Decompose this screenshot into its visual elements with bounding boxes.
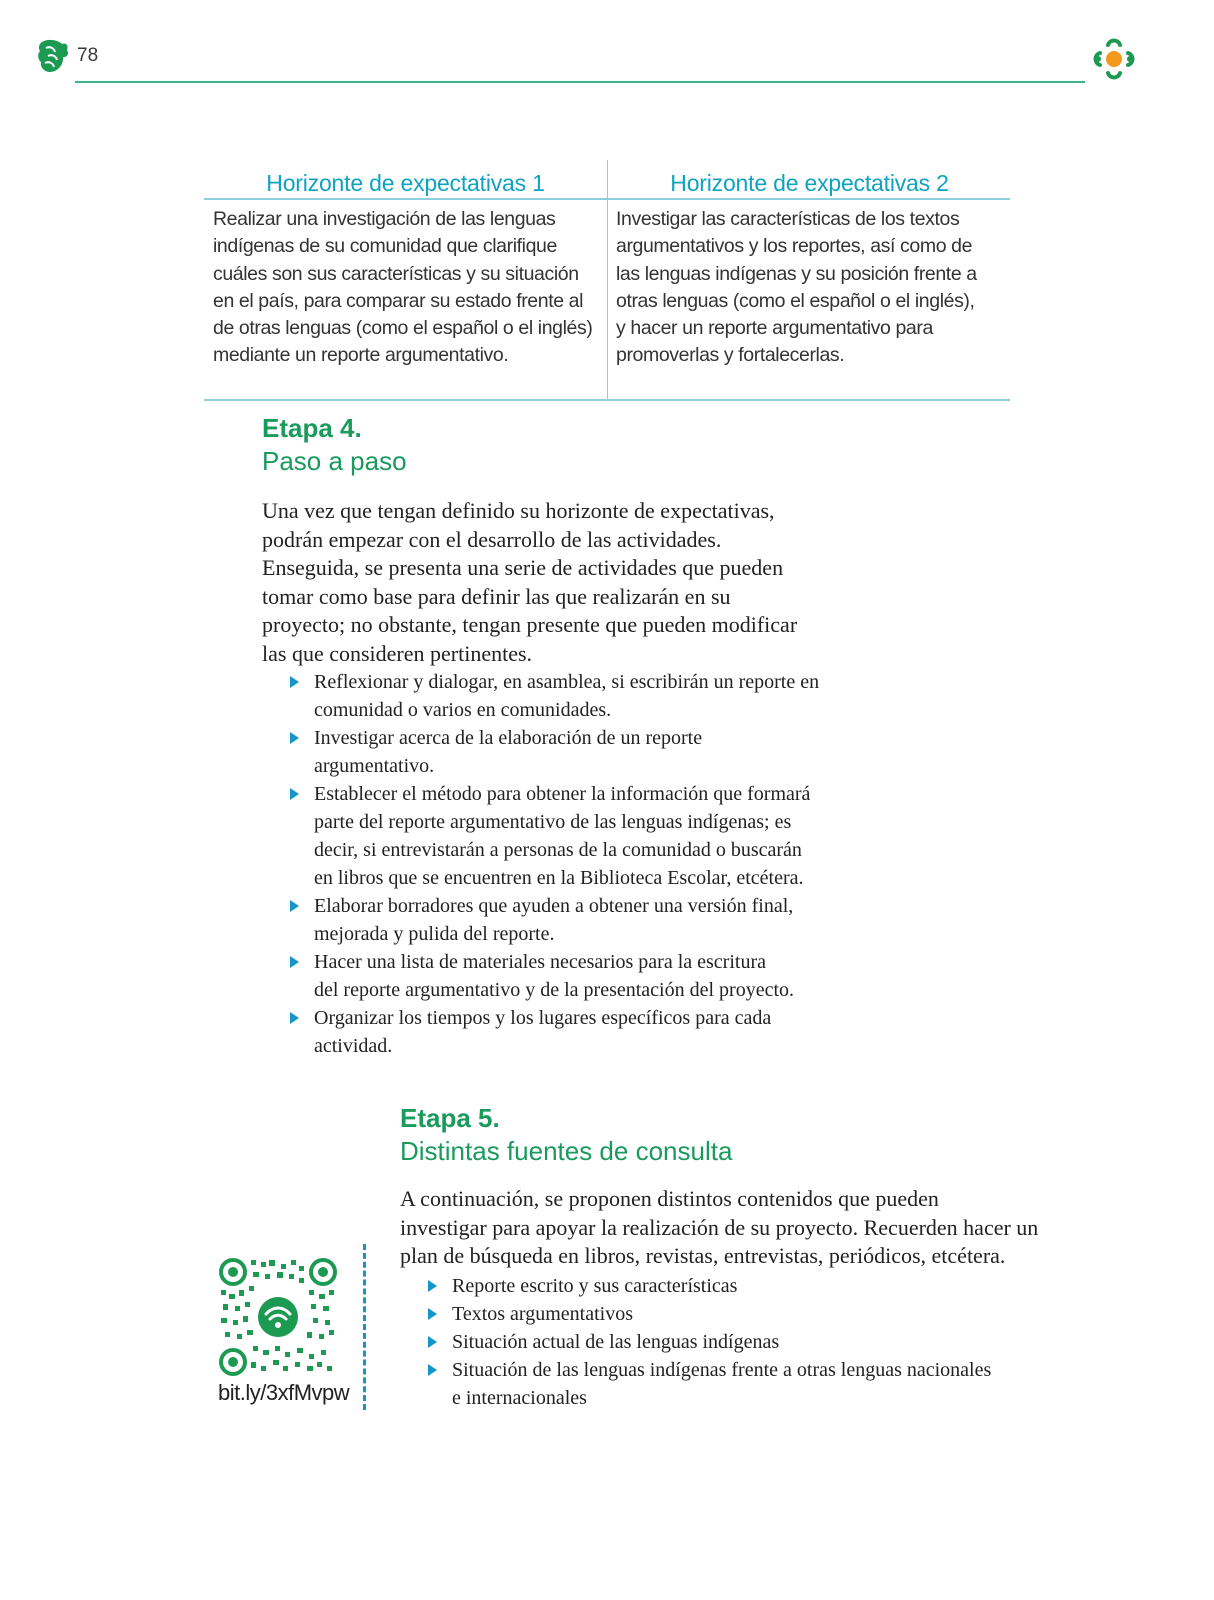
- text-line: en libros que se encuentren en la Biblioteca Escolar, etcétera.: [314, 867, 804, 889]
- text-line: indígenas de su comunidad que clarifique: [213, 235, 557, 258]
- text-line: actividad.: [314, 1035, 393, 1057]
- text-line: en el país, para comparar su estado frente al: [213, 289, 584, 312]
- text-line: Investigar acerca de la elaboración de un reporte: [314, 727, 703, 749]
- text-line: Reporte escrito y sus características: [452, 1275, 738, 1297]
- text-line: argumentativo.: [314, 755, 435, 777]
- text-line: las que consideren pertinentes.: [262, 640, 533, 666]
- text-line: e internacionales: [452, 1387, 587, 1409]
- qr-code-icon[interactable]: [219, 1258, 337, 1376]
- text-line: Elaborar borradores que ayuden a obtener una versión final,: [314, 895, 794, 917]
- triangle-bullet-icon: [290, 1012, 299, 1024]
- header-rule: [75, 81, 1085, 83]
- triangle-bullet-icon: [428, 1280, 437, 1292]
- list-item: [288, 892, 868, 948]
- text-line: tomar como base para definir las que realizarán en su: [262, 583, 731, 609]
- qr-link-text[interactable]: bit.ly/3xfMvpw: [218, 1380, 350, 1405]
- triangle-bullet-icon: [428, 1336, 437, 1348]
- list-item: [288, 780, 868, 892]
- horizon-text: [616, 206, 996, 370]
- green-leaf-logo-icon: [36, 38, 70, 74]
- stage4-label: Etapa 4.: [262, 413, 362, 443]
- text-line: Realizar una investigación de las lenguas: [213, 208, 556, 230]
- text-line: argumentativos y los reportes, así como de: [616, 235, 973, 258]
- text-line: del reporte argumentativo y de la presentación del proyecto.: [314, 979, 794, 1001]
- list-item: [426, 1300, 1066, 1328]
- text-line: mediante un reporte argumentativo.: [213, 344, 509, 367]
- stage4-paragraph: [262, 497, 862, 669]
- colorful-circle-emblem-icon: [1088, 33, 1140, 85]
- text-line: cuáles son sus características y su situación: [213, 262, 579, 285]
- horizon-title: Horizonte de expectativas 1: [266, 170, 545, 196]
- text-line: Situación de las lenguas indígenas frente a otras lenguas nacionales: [452, 1359, 992, 1381]
- text-line: comunidad o varios en comunidades.: [314, 699, 612, 721]
- triangle-bullet-icon: [428, 1364, 437, 1376]
- text-line: investigar para apoyar la realización de su proyecto. Recuerden hacer un: [400, 1214, 1039, 1240]
- stage4-activity-list: [288, 668, 868, 1060]
- stage5-label: Etapa 5.: [400, 1103, 500, 1133]
- text-line: parte del reporte argumentativo de las lenguas indígenas; es: [314, 811, 792, 833]
- stage5-title: Distintas fuentes de consulta: [400, 1136, 733, 1166]
- page-number: 78: [77, 45, 99, 66]
- text-line: Situación actual de las lenguas indígenas: [452, 1331, 780, 1353]
- triangle-bullet-icon: [290, 956, 299, 968]
- stage4-heading: [262, 412, 407, 478]
- triangle-bullet-icon: [290, 732, 299, 744]
- text-line: las lenguas indígenas y su posición frente a: [616, 262, 977, 285]
- text-line: Establecer el método para obtener la información que formará: [314, 783, 811, 805]
- stage5-paragraph: [400, 1185, 1100, 1271]
- text-line: otras lenguas (como el español o el inglés),: [616, 289, 975, 312]
- stage5-heading: [400, 1102, 732, 1168]
- list-item: [288, 948, 868, 1004]
- list-item: [426, 1356, 1066, 1412]
- triangle-bullet-icon: [290, 788, 299, 800]
- text-line: Una vez que tengan definido su horizonte de expectativas,: [262, 498, 775, 523]
- text-line: podrán empezar con el desarrollo de las actividades.: [262, 526, 722, 552]
- list-item: [288, 1004, 868, 1060]
- text-line: mejorada y pulida del reporte.: [314, 923, 555, 945]
- text-line: de otras lenguas (como el español o el inglés): [213, 317, 593, 340]
- text-line: plan de búsqueda en libros, revistas, entrevistas, periódicos, etcétera.: [400, 1243, 1006, 1269]
- text-line: Reflexionar y dialogar, en asamblea, si escribirán un reporte en: [314, 671, 820, 693]
- triangle-bullet-icon: [428, 1308, 437, 1320]
- list-item: [288, 724, 868, 780]
- text-line: Investigar las características de los textos: [616, 208, 960, 230]
- horizons-table: [204, 160, 1010, 400]
- list-item: [426, 1272, 1066, 1300]
- triangle-bullet-icon: [290, 676, 299, 688]
- horizon-column-2: [607, 160, 1011, 400]
- text-line: Hacer una lista de materiales necesarios para la escritura: [314, 951, 766, 973]
- text-line: Organizar los tiempos y los lugares específicos para cada: [314, 1007, 772, 1029]
- list-item: [288, 668, 868, 724]
- text-line: Enseguida, se presenta una serie de actividades que pueden: [262, 555, 784, 581]
- text-line: Textos argumentativos: [452, 1303, 633, 1325]
- text-line: y hacer un reporte argumentativo para: [616, 317, 933, 340]
- stage4-title: Paso a paso: [262, 446, 407, 476]
- text-line: decir, si entrevistarán a personas de la comunidad o buscarán: [314, 839, 802, 861]
- text-line: proyecto; no obstante, tengan presente que pueden modificar: [262, 612, 798, 638]
- horizon-column-1: [204, 160, 607, 400]
- qr-dashed-divider: [363, 1244, 366, 1410]
- horizon-title: Horizonte de expectativas 2: [670, 170, 949, 196]
- horizon-text: [213, 206, 593, 370]
- stage5-topic-list: [426, 1272, 1066, 1412]
- text-line: promoverlas y fortalecerlas.: [616, 344, 845, 367]
- text-line: A continuación, se proponen distintos contenidos que pueden: [400, 1186, 939, 1211]
- triangle-bullet-icon: [290, 900, 299, 912]
- list-item: [426, 1328, 1066, 1356]
